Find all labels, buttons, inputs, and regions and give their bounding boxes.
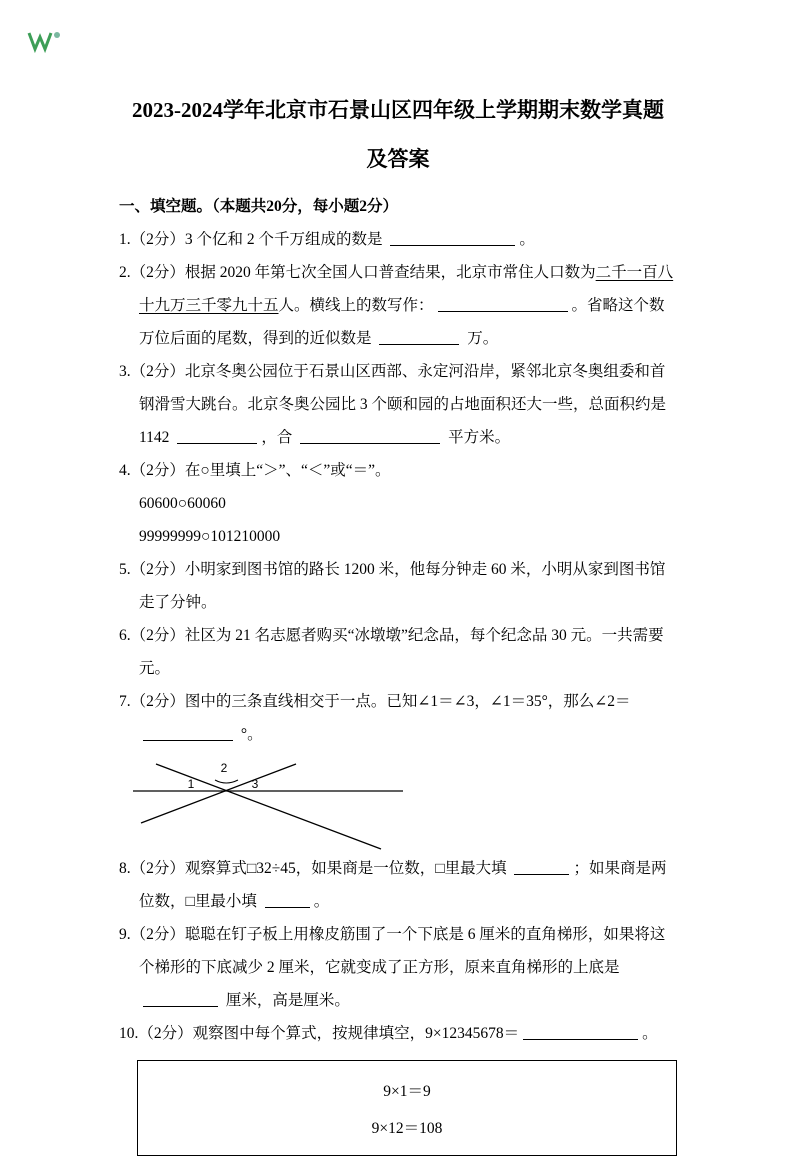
question-4-item-2: 99999999○101210000 <box>139 528 281 545</box>
pattern-equation: 9×1＝9 <box>383 1083 431 1100</box>
angle-label-1: 1 <box>187 777 195 791</box>
underlined-number-text: 二千一百八十九万三千零九十五 <box>139 264 674 314</box>
question-9: 9.（2分）聪聪在钉子板上用橡皮筋围了一个下底是 6 厘米的直角梯形，如果将这个梯形的下底减少 2 厘米，它就变成了正方形，原来直角梯形的上底是 厘米，高是厘米。 <box>119 926 666 1009</box>
answer-blank <box>177 430 257 444</box>
question-3: 3.（2分）北京冬奥公园位于石景山区西部、永定河沿岸，紧邻北京冬奥组委和首钢滑雪大跳台。北京冬奥公园比 3 个颐和园的占地面积还大一些，总面积约是 1142 ，合 平方米。 <box>119 363 667 446</box>
logo-w-stroke <box>29 33 51 49</box>
question-10: 10.（2分）观察图中每个算式，按规律填空，9×12345678＝ 。 <box>119 1025 658 1042</box>
angle-label-2: 2 <box>220 761 228 775</box>
pattern-equation: 9×12＝108 <box>371 1120 443 1137</box>
title-line-1: 2023-2024学年北京市石景山区四年级上学期期末数学真题 <box>132 98 664 122</box>
logo-graphic <box>26 28 64 54</box>
answer-blank <box>265 894 310 908</box>
section-heading: 一、填空题。（本题共20分，每小题2分） <box>119 198 399 215</box>
app-logo-icon <box>26 28 64 54</box>
question-4: 4.（2分）在○里填上“＞”、“＜”或“＝”。 <box>119 462 391 479</box>
angle-label-3: 3 <box>251 777 259 791</box>
document-title <box>119 86 677 184</box>
angle-figure <box>131 755 677 850</box>
angle-arc <box>215 780 238 783</box>
answer-blank <box>514 861 569 875</box>
angle-figure-svg <box>131 755 411 850</box>
answer-blank <box>143 727 233 741</box>
answer-blank <box>390 232 515 246</box>
answer-blank <box>523 1026 638 1040</box>
question-1: 1.（2分）3 个亿和 2 个千万组成的数是 。 <box>119 231 535 248</box>
question-4-item-1: 60600○60060 <box>139 495 226 512</box>
logo-dot <box>54 32 60 38</box>
document-content <box>119 0 677 1156</box>
answer-blank <box>438 298 568 312</box>
question-5: 5.（2分）小明家到图书馆的路长 1200 米，他每分钟走 60 米，小明从家到图书馆走了分钟。 <box>119 561 666 611</box>
questions-container <box>119 223 677 1156</box>
slanted-line-right <box>141 764 296 823</box>
question-7: 7.（2分）图中的三条直线相交于一点。已知∠1＝∠3，∠1＝35°，那么∠2＝ °。 <box>119 693 631 743</box>
question-2: 2.（2分）根据 2020 年第七次全国人口普查结果，北京市常住人口数为二千一百八十九万三千零九十五人。横线上的数写作： 。省略这个数万位后面的尾数，得到的近似数是 万。 <box>119 264 674 347</box>
question-8: 8.（2分）观察算式□32÷45，如果商是一位数，□里最大填 ；如果商是两位数，□里最小填 。 <box>119 860 667 910</box>
answer-blank <box>143 993 218 1007</box>
title-line-2: 及答案 <box>366 147 430 171</box>
answer-blank <box>379 331 459 345</box>
answer-blank <box>300 430 440 444</box>
question-6: 6.（2分）社区为 21 名志愿者购买“冰墩墩”纪念品，每个纪念品 30 元。一共需要元。 <box>119 627 664 677</box>
pattern-box <box>137 1060 677 1156</box>
